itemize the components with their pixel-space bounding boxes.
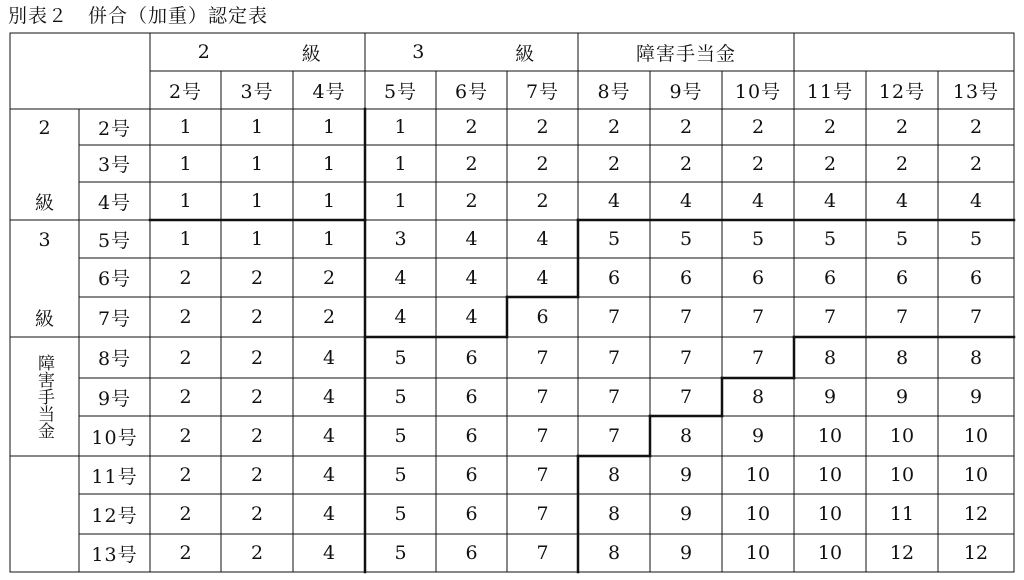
table-cell: 1 bbox=[250, 116, 264, 138]
table-cell: 5 bbox=[394, 386, 407, 408]
row-header: 2号 bbox=[97, 117, 132, 140]
table-cell: 7 bbox=[536, 503, 549, 525]
col-header: 2号 bbox=[168, 80, 203, 103]
row-group-3-kyu: 級 bbox=[34, 308, 54, 330]
table-cell: 7 bbox=[536, 542, 549, 564]
table-cell: 10 bbox=[817, 464, 843, 486]
table-cell: 2 bbox=[250, 542, 264, 564]
table-cell: 5 bbox=[969, 228, 983, 250]
table-cell: 8 bbox=[607, 464, 621, 486]
table-cell: 5 bbox=[895, 228, 909, 250]
row-group-2-kyu: 級 bbox=[34, 192, 54, 214]
row-header: 3号 bbox=[97, 154, 132, 176]
table-cell: 10 bbox=[745, 542, 771, 564]
col-group-allowance: 障害手当金 bbox=[635, 42, 736, 65]
table-cell: 4 bbox=[322, 464, 336, 486]
table-cell: 2 bbox=[179, 542, 192, 564]
table-cell: 2 bbox=[179, 266, 192, 289]
table-cell: 1 bbox=[179, 228, 192, 250]
row-group-2-digit: 2 bbox=[38, 116, 51, 139]
col-header: 12号 bbox=[878, 80, 926, 103]
table-cell: 4 bbox=[322, 425, 336, 447]
table-cell: 2 bbox=[823, 152, 837, 175]
table-cell: 2 bbox=[536, 190, 549, 212]
table-cell: 2 bbox=[322, 306, 336, 328]
table-cell: 2 bbox=[250, 386, 264, 408]
col-header: 11号 bbox=[806, 80, 854, 103]
table-cell: 5 bbox=[394, 425, 407, 447]
table-cell: 2 bbox=[751, 152, 765, 175]
table-cell: 1 bbox=[394, 152, 407, 175]
row-header: 5号 bbox=[97, 229, 132, 252]
col-group-2-kyu: 級 bbox=[301, 42, 321, 65]
table-cell: 4 bbox=[679, 190, 693, 212]
table-cell: 2 bbox=[179, 464, 192, 486]
table-cell: 5 bbox=[394, 346, 407, 369]
table-cell: 4 bbox=[394, 266, 407, 289]
row-group-3-digit: 3 bbox=[38, 228, 51, 251]
row-group-blank bbox=[10, 456, 79, 572]
table-cell: 5 bbox=[607, 228, 621, 250]
table-cell: 7 bbox=[751, 346, 765, 369]
table-cell: 1 bbox=[322, 152, 336, 175]
table-cell: 6 bbox=[823, 266, 837, 289]
col-group-blank bbox=[794, 33, 1014, 71]
table-cell: 5 bbox=[394, 464, 407, 486]
table-cell: 12 bbox=[963, 542, 989, 564]
table-cell: 6 bbox=[536, 306, 549, 328]
table-cell: 2 bbox=[969, 152, 983, 175]
table-cell: 1 bbox=[250, 228, 264, 250]
table-cell: 2 bbox=[250, 346, 264, 369]
table-cell: 6 bbox=[969, 266, 983, 289]
table-cell: 8 bbox=[895, 346, 909, 369]
table-cell: 4 bbox=[969, 190, 983, 212]
table-cell: 8 bbox=[607, 542, 621, 564]
table-cell: 8 bbox=[751, 386, 765, 408]
table-cell: 2 bbox=[250, 464, 264, 486]
row-header: 7号 bbox=[97, 307, 132, 330]
table-cell: 8 bbox=[607, 503, 621, 525]
table-cell: 6 bbox=[751, 266, 765, 289]
table-cell: 5 bbox=[394, 503, 407, 525]
table-cell: 1 bbox=[394, 116, 407, 138]
table-cell: 2 bbox=[250, 266, 264, 289]
table-cell: 11 bbox=[889, 503, 915, 525]
col-header: 6号 bbox=[454, 80, 489, 103]
table-cell: 4 bbox=[465, 266, 478, 289]
table-cell: 6 bbox=[465, 386, 478, 408]
table-cell: 4 bbox=[322, 503, 336, 525]
table-cell: 2 bbox=[679, 116, 693, 138]
table-cell: 2 bbox=[465, 116, 478, 138]
row-header: 10号 bbox=[91, 426, 138, 449]
table-cell: 1 bbox=[250, 152, 264, 175]
table-cell: 2 bbox=[895, 116, 909, 138]
table-cell: 4 bbox=[536, 228, 549, 250]
row-header: 4号 bbox=[97, 191, 132, 214]
table-cell: 9 bbox=[969, 386, 983, 408]
col-header: 9号 bbox=[669, 80, 703, 103]
table-cell: 1 bbox=[322, 190, 336, 212]
row-header: 9号 bbox=[97, 387, 132, 410]
table-cell: 9 bbox=[679, 464, 693, 486]
col-group-2-digit: 2 bbox=[197, 41, 210, 63]
col-header: 4号 bbox=[312, 80, 346, 103]
table-cell: 2 bbox=[607, 152, 621, 175]
table-cell: 10 bbox=[745, 464, 771, 486]
table-cell: 9 bbox=[751, 425, 765, 447]
table-cell: 2 bbox=[751, 116, 765, 138]
table-cell: 10 bbox=[745, 503, 771, 525]
table-cell: 4 bbox=[322, 386, 336, 408]
table-cell: 7 bbox=[679, 306, 693, 328]
table-cell: 2 bbox=[465, 190, 478, 212]
table-cell: 4 bbox=[751, 190, 765, 212]
table-cell: 4 bbox=[322, 346, 336, 369]
table-cell: 5 bbox=[394, 542, 407, 564]
table-cell: 4 bbox=[823, 190, 837, 212]
table-cell: 6 bbox=[465, 425, 478, 447]
table-cell: 6 bbox=[679, 266, 693, 289]
col-group-3-digit: 3 bbox=[412, 41, 425, 63]
table-cell: 4 bbox=[536, 266, 549, 289]
table-cell: 5 bbox=[823, 228, 837, 250]
col-header: 13号 bbox=[952, 80, 1000, 103]
table-cell: 12 bbox=[963, 503, 989, 525]
table-cell: 7 bbox=[536, 346, 549, 369]
col-header: 3号 bbox=[240, 80, 274, 103]
table-cell: 2 bbox=[536, 152, 549, 175]
table-cell: 2 bbox=[179, 306, 192, 328]
table-cell: 1 bbox=[322, 228, 336, 250]
table-cell: 2 bbox=[250, 425, 264, 447]
table-cell: 6 bbox=[607, 266, 621, 289]
table-cell: 10 bbox=[889, 464, 915, 486]
table-cell: 10 bbox=[889, 425, 915, 447]
table-cell: 1 bbox=[322, 116, 336, 138]
table-cell: 4 bbox=[607, 190, 621, 212]
table-cell: 7 bbox=[607, 346, 621, 369]
table-cell: 7 bbox=[536, 425, 549, 447]
table-cell: 4 bbox=[394, 306, 407, 328]
table-cell: 7 bbox=[895, 306, 909, 328]
table-cell: 7 bbox=[607, 306, 621, 328]
table-cell: 8 bbox=[969, 346, 983, 369]
table-cell: 7 bbox=[823, 306, 837, 328]
table-cell: 10 bbox=[817, 425, 843, 447]
table-cell: 8 bbox=[679, 425, 693, 447]
col-header: 7号 bbox=[525, 80, 560, 103]
table-title: 別表２ 併合（加重）認定表 bbox=[8, 5, 269, 27]
table-cell: 7 bbox=[607, 425, 621, 447]
table-cell: 10 bbox=[963, 464, 989, 486]
table-cell: 6 bbox=[465, 503, 478, 525]
table-cell: 7 bbox=[969, 306, 983, 328]
table-cell: 12 bbox=[889, 542, 915, 564]
table-cell: 2 bbox=[322, 266, 336, 289]
table-cell: 6 bbox=[465, 464, 478, 486]
table-cell: 4 bbox=[895, 190, 909, 212]
table-cell: 5 bbox=[751, 228, 765, 250]
table-cell: 2 bbox=[250, 503, 264, 525]
col-header: 5号 bbox=[383, 80, 418, 103]
table-cell: 2 bbox=[179, 346, 192, 369]
table-cell: 2 bbox=[179, 503, 192, 525]
table-cell: 2 bbox=[607, 116, 621, 138]
table-cell: 10 bbox=[963, 425, 989, 447]
table-cell: 7 bbox=[607, 386, 621, 408]
table-cell: 9 bbox=[823, 386, 837, 408]
table-cell: 10 bbox=[817, 503, 843, 525]
table-cell: 3 bbox=[394, 228, 407, 250]
table-cell: 5 bbox=[679, 228, 693, 250]
table-cell: 6 bbox=[465, 542, 478, 564]
table-cell: 2 bbox=[465, 152, 478, 175]
row-header: 8号 bbox=[97, 348, 132, 370]
table-cell: 8 bbox=[823, 346, 837, 369]
row-header: 12号 bbox=[91, 504, 138, 527]
col-header: 8号 bbox=[597, 80, 631, 103]
table-cell: 7 bbox=[679, 386, 693, 408]
table-cell: 2 bbox=[179, 425, 192, 447]
table-cell: 1 bbox=[250, 190, 264, 212]
table-cell: 4 bbox=[465, 228, 478, 250]
table-cell: 1 bbox=[394, 190, 407, 212]
table-cell: 9 bbox=[679, 542, 693, 564]
table-cell: 6 bbox=[895, 266, 909, 289]
col-group-3-kyu: 級 bbox=[515, 42, 535, 65]
table-cell: 7 bbox=[536, 386, 549, 408]
table-cell: 9 bbox=[895, 386, 909, 408]
table-cell: 2 bbox=[823, 116, 837, 138]
table-cell: 2 bbox=[179, 386, 192, 408]
table-cell: 2 bbox=[895, 152, 909, 175]
table-cell: 1 bbox=[179, 116, 192, 138]
table-cell: 1 bbox=[179, 152, 192, 175]
table-cell: 1 bbox=[179, 190, 192, 212]
table-cell: 7 bbox=[679, 346, 693, 369]
row-header: 11号 bbox=[91, 465, 138, 488]
table-cell: 9 bbox=[679, 503, 693, 525]
table-cell: 10 bbox=[817, 542, 843, 564]
table-cell: 4 bbox=[465, 306, 478, 328]
table-cell: 2 bbox=[969, 116, 983, 138]
row-header: 6号 bbox=[97, 268, 132, 290]
col-header: 10号 bbox=[734, 80, 782, 103]
table-cell: 2 bbox=[250, 306, 264, 328]
row-header: 13号 bbox=[91, 543, 138, 566]
table-cell: 6 bbox=[465, 346, 478, 369]
table-cell: 4 bbox=[322, 542, 336, 564]
row-group-allowance: 障害手当金 bbox=[34, 354, 54, 439]
table-cell: 7 bbox=[536, 464, 549, 486]
table-cell: 7 bbox=[751, 306, 765, 328]
table-cell: 2 bbox=[536, 116, 549, 138]
table-cell: 2 bbox=[679, 152, 693, 175]
